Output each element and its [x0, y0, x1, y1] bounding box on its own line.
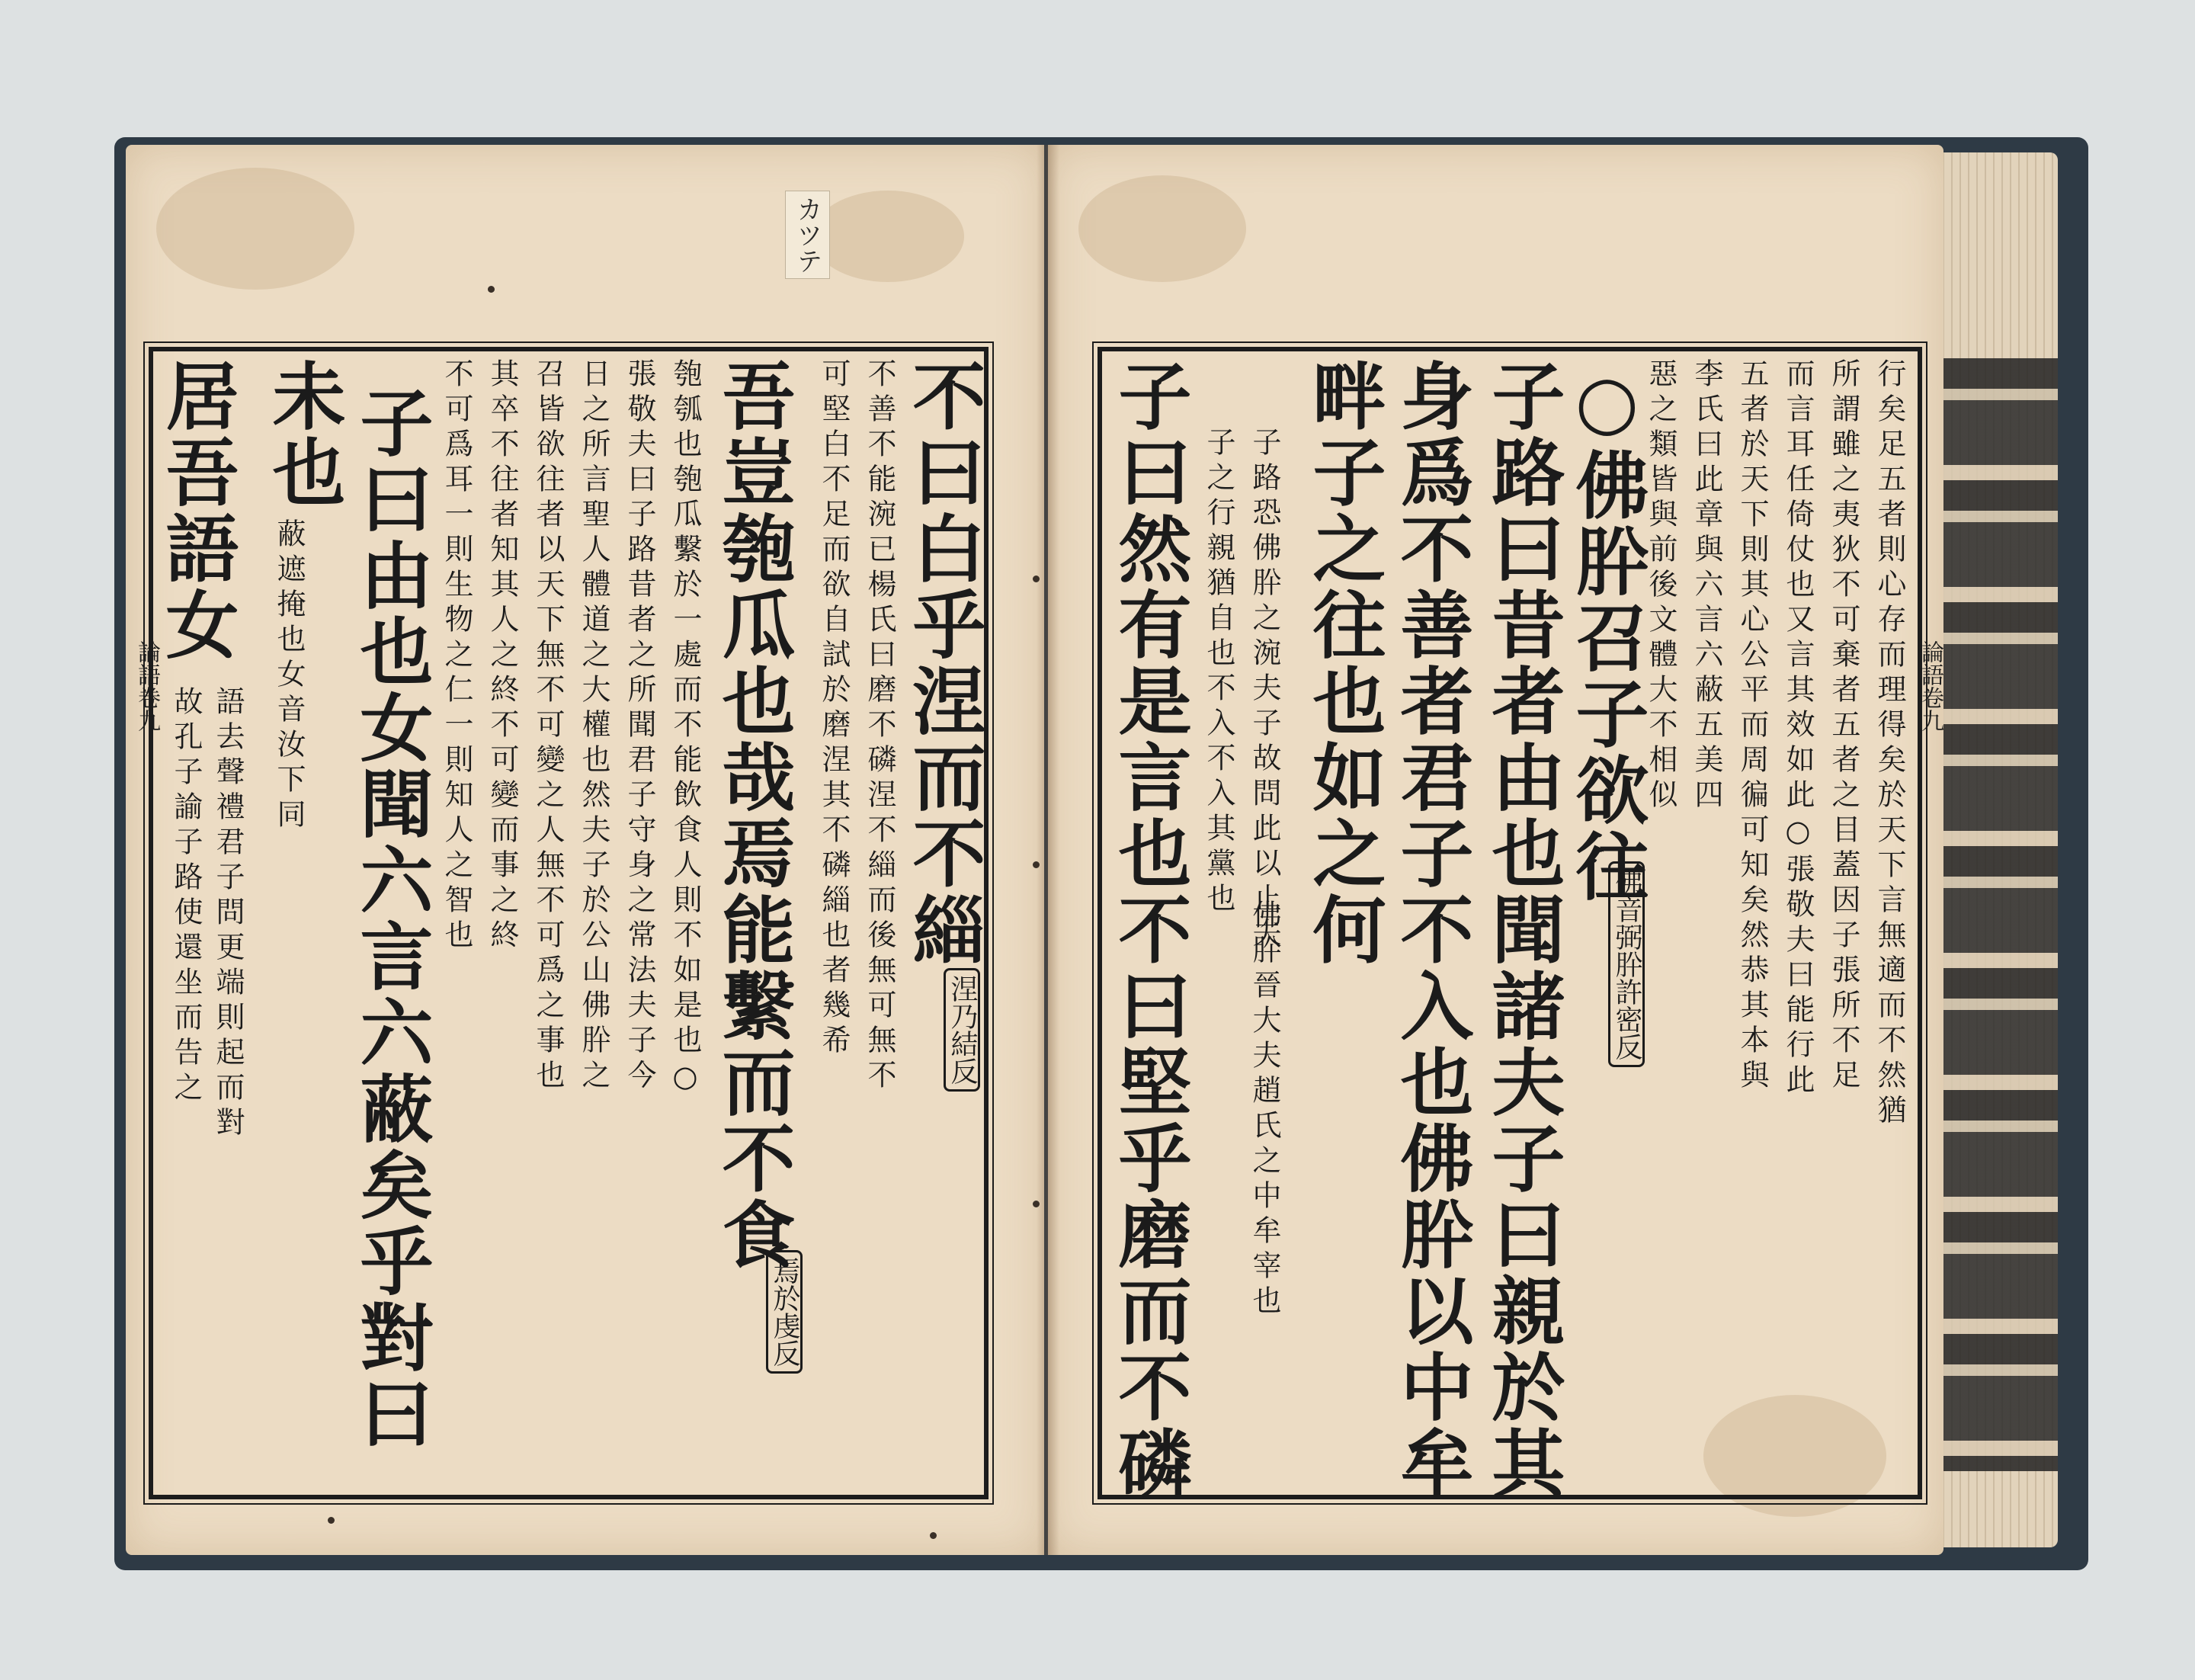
- text-column: 匏瓠也匏瓜繫於一處而不能飲食人則不如是也○: [668, 358, 702, 1099]
- folio-label: 論語卷九: [133, 640, 160, 732]
- text-column: 其卒不往者知其人之終不可變而事之終: [485, 358, 519, 954]
- text-column: 惡之類皆與前後文體大不相似: [1644, 358, 1677, 814]
- pronunciation-box: 涅乃結反: [944, 968, 980, 1092]
- text-column: 語去聲禮君子問更端則起而對: [211, 686, 245, 1142]
- binding-hole: [1033, 575, 1040, 582]
- text-column: 故孔子諭子路使還坐而告之: [169, 686, 203, 1107]
- margin-note-slip: カツテ: [785, 191, 830, 279]
- text-column: 召皆欲往者以天下無不可變之人無不可爲之事也: [531, 358, 565, 1095]
- binding-hole: [930, 1532, 937, 1539]
- text-column: ○佛肸召子欲往: [1564, 358, 1650, 905]
- binding-hole: [1033, 1201, 1040, 1207]
- text-column: 行矣足五者則心存而理得矣於天下言無適而不然猶: [1873, 358, 1906, 1130]
- text-column: 子路曰昔者由也聞諸夫子曰親於其: [1480, 358, 1566, 1502]
- binding-hole: [1033, 861, 1040, 868]
- text-column: 李氏曰此章與六言六蔽五美四: [1690, 358, 1723, 814]
- text-column: 日之所言聖人體道之大權也然夫子於公山佛肸之: [577, 358, 610, 1095]
- text-column: 佛肸晉大夫趙氏之中牟宰也: [1248, 899, 1281, 1320]
- book-gutter: [1037, 145, 1059, 1555]
- text-column: 子路恐佛肸之涴夫子故問此以止夫: [1248, 427, 1281, 953]
- text-column: 畔子之往也如之何: [1301, 358, 1387, 968]
- text-column: 吾豈匏瓜也哉焉能繫而不食: [710, 358, 796, 1273]
- text-column: 不曰白乎涅而不緇: [901, 358, 987, 968]
- text-column: 蔽遮掩也女音汝下同: [272, 518, 306, 834]
- text-column: 不善不能涴已楊氏曰磨不磷涅不緇而後無可無不: [863, 358, 896, 1095]
- text-column: 子之行親猶自也不入不入其黨也: [1202, 427, 1235, 918]
- pronunciation-box: 焉於虔反: [766, 1250, 803, 1374]
- text-column: 張敬夫曰子路昔者之所聞君子守身之常法夫子今: [623, 358, 656, 1095]
- binding-hole: [328, 1517, 335, 1524]
- text-column: 子曰然有是言也不曰堅乎磨而不磷: [1107, 358, 1193, 1502]
- text-column: 可堅白不足而欲自試於磨涅其不磷緇也者幾希: [817, 358, 851, 1060]
- text-column: 子曰由也女聞六言六蔽矣乎對曰: [348, 385, 434, 1452]
- text-column: 未也: [261, 358, 347, 511]
- text-column: 身爲不善者君子不入也佛肸以中牟: [1389, 358, 1475, 1502]
- paper-stain: [1078, 175, 1246, 282]
- folio-label: 論語卷九: [1917, 640, 1943, 732]
- paper-stain: [156, 168, 354, 290]
- text-column: 所謂雖之夷狄不可棄者五者之目蓋因子張所不足: [1827, 358, 1860, 1095]
- text-column: 居吾語女: [154, 358, 240, 663]
- paper-stain: [812, 191, 964, 282]
- binding-hole: [488, 286, 495, 293]
- text-column: 而言耳任倚仗也又言其效如此○張敬夫曰能行此: [1781, 358, 1815, 1099]
- pronunciation-box: 佛音弼肸許密反: [1608, 861, 1645, 1067]
- text-column: 不可爲耳一則生物之仁一則知人之智也: [440, 358, 473, 954]
- page-edges-ink: [1943, 358, 2058, 1471]
- text-column: 五者於天下則其心公平而周徧可知矣然恭其本與: [1735, 358, 1769, 1095]
